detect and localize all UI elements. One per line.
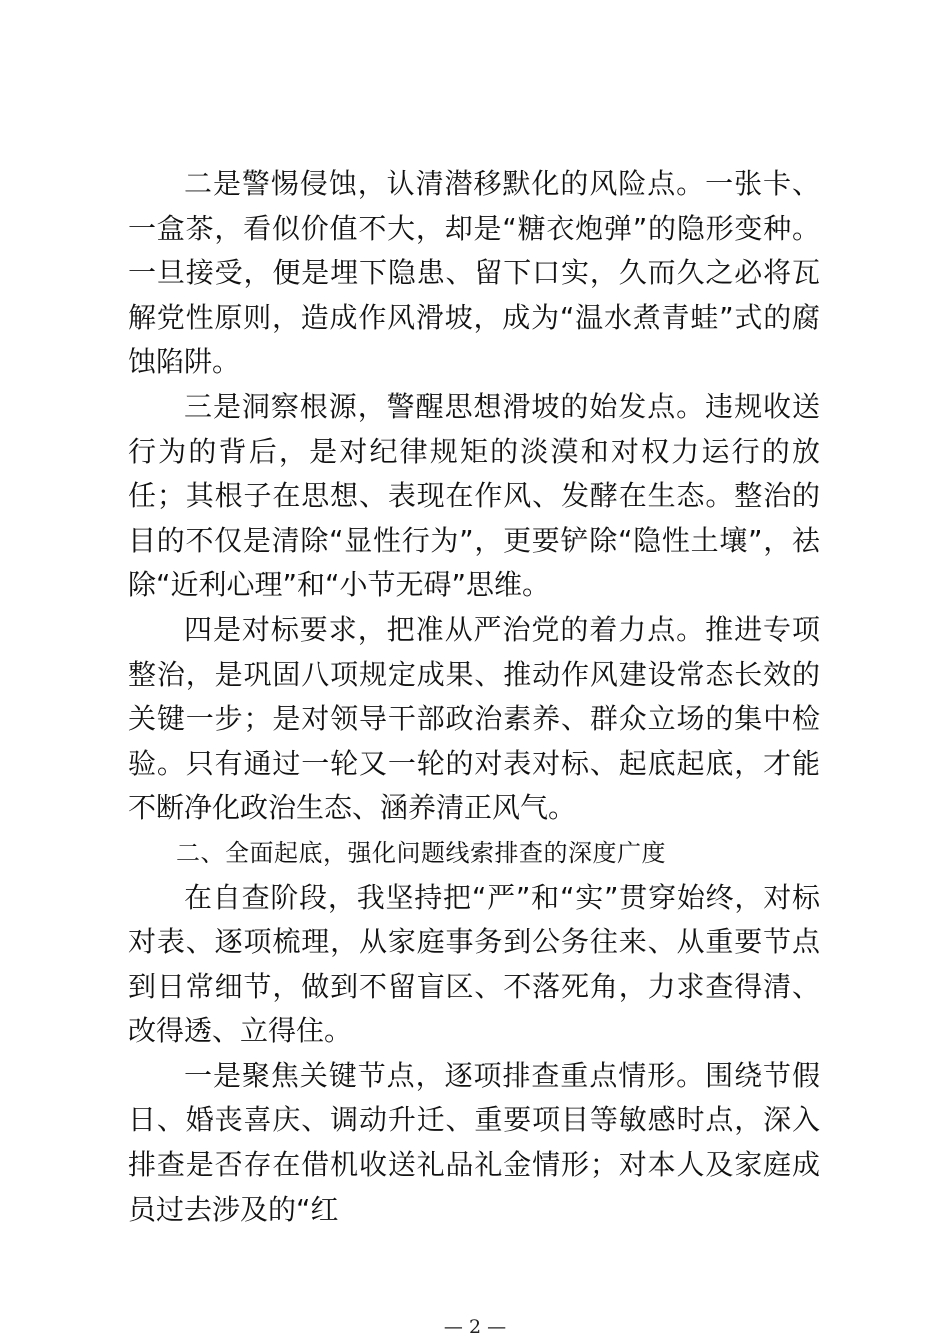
paragraph-vigilance: 二是警惕侵蚀，认清潜移默化的风险点。一张卡、一盒茶，看似价值不大，却是“糖衣炮弹”的隐形变种。一旦接受，便是埋下隐患、留下口实，久而久之必将瓦解党性原则，造成作风滑坡，成为“温水煮青蛙”式的腐蚀陷阱。 <box>128 167 820 379</box>
section-heading: 二、全面起底，强化问题线索排查的深度广度 <box>176 838 666 867</box>
paragraph-root-cause: 三是洞察根源，警醒思想滑坡的始发点。违规收送行为的背后，是对纪律规矩的淡漠和对权力运行的放任；其根子在思想、表现在作风、发酵在生态。整治的目的不仅是清除“显性行为”，更要铲除“隐性土壤”，祛除“近利心理”和“小节无碍”思维。 <box>128 389 820 602</box>
paragraph-self-check: 在自查阶段，我坚持把“严”和“实”贯穿始终，对标对表、逐项梳理，从家庭事务到公务往来、从重要节点到日常细节，做到不留盲区、不落死角，力求查得清、改得透、立得住。 <box>128 880 820 1048</box>
paragraph-key-nodes: 一是聚焦关键节点，逐项排查重点情形。围绕节假日、婚丧喜庆、调动升迁、重要项目等敏感时点，深入排查是否存在借机收送礼品礼金情形；对本人及家庭成员过去涉及的“红 <box>128 1058 820 1226</box>
document-body <box>128 162 820 1232</box>
page-number: — 2 — <box>443 1316 507 1338</box>
paragraph-requirements: 四是对标要求，把准从严治党的着力点。推进专项整治，是巩固八项规定成果、推动作风建设常态长效的关键一步；是对领导干部政治素养、群众立场的集中检验。只有通过一轮又一轮的对表对标、起底起底，才能不断净化政治生态、涵养清正风气。 <box>128 612 820 825</box>
